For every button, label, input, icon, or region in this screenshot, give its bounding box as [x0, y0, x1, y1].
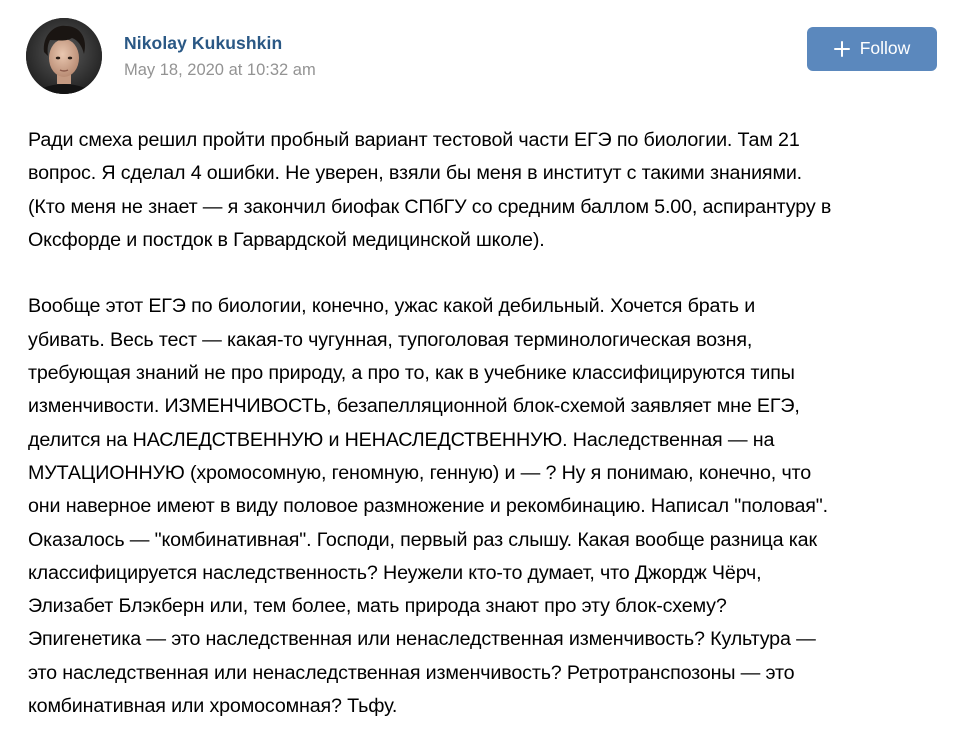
- text-line: вопрос. Я сделал 4 ошибки. Не уверен, взяли бы меня в институт с такими знаниями.: [28, 162, 802, 185]
- text-line: изменчивости. ИЗМЕНЧИВОСТЬ, безапелляционной блок-схемой заявляет мне ЕГЭ,: [28, 395, 800, 418]
- text-line: делится на НАСЛЕДСТВЕННУЮ и НЕНАСЛЕДСТВЕННУЮ. Наследственная — на: [28, 428, 775, 451]
- text-line: (Кто меня не знает — я закончил биофак СПбГУ со средним баллом 5.00, аспирантуру в: [28, 195, 832, 218]
- text-line: это наследственная или ненаследственная изменчивость? Ретротранспозоны — это: [28, 661, 795, 684]
- follow-label: Follow: [859, 38, 911, 59]
- paragraph-2: [28, 290, 948, 723]
- text-line: классифицируется наследственность? Неужели кто-то думает, что Джордж Чёрч,: [28, 561, 762, 584]
- plus-icon: [834, 41, 850, 57]
- text-line: Вообще этот ЕГЭ по биологии, конечно, ужас какой дебильный. Хочется брать и: [28, 295, 756, 318]
- avatar[interactable]: [26, 18, 102, 94]
- author-name[interactable]: Nikolay Kukushkin: [124, 33, 283, 53]
- text-line: комбинативная или хромосомная? Тьфу.: [28, 695, 398, 718]
- text-line: они наверное имеют в виду половое размножение и рекомбинацию. Написал "половая".: [28, 495, 828, 518]
- text-line: Оксфорде и постдок в Гарвардской медицинской школе).: [28, 228, 545, 251]
- post-header: [0, 0, 964, 110]
- post-date[interactable]: May 18, 2020 at 10:32 am: [124, 61, 316, 79]
- text-line: Оказалось — "комбинативная". Господи, первый раз слышу. Какая вообще разница как: [28, 528, 817, 551]
- avatar-photo: [26, 18, 102, 94]
- text-line: Эпигенетика — это наследственная или ненаследственная изменчивость? Культура —: [28, 628, 816, 651]
- post-text: [28, 124, 948, 723]
- paragraph-1: [28, 124, 948, 257]
- text-line: Элизабет Блэкберн или, тем более, мать природа знают про эту блок-схему?: [28, 595, 727, 618]
- text-line: убивать. Весь тест — какая-то чугунная, тупоголовая терминологическая возня,: [28, 328, 753, 351]
- text-line: требующая знаний не про природу, а про то, как в учебнике классифицируются типы: [28, 362, 795, 385]
- text-line: МУТАЦИОННУЮ (хромосомную, геномную, генную) и — ? Ну я понимаю, конечно, что: [28, 461, 811, 484]
- follow-button[interactable]: [807, 27, 937, 71]
- text-line: Ради смеха решил пройти пробный вариант тестовой части ЕГЭ по биологии. Там 21: [28, 129, 800, 151]
